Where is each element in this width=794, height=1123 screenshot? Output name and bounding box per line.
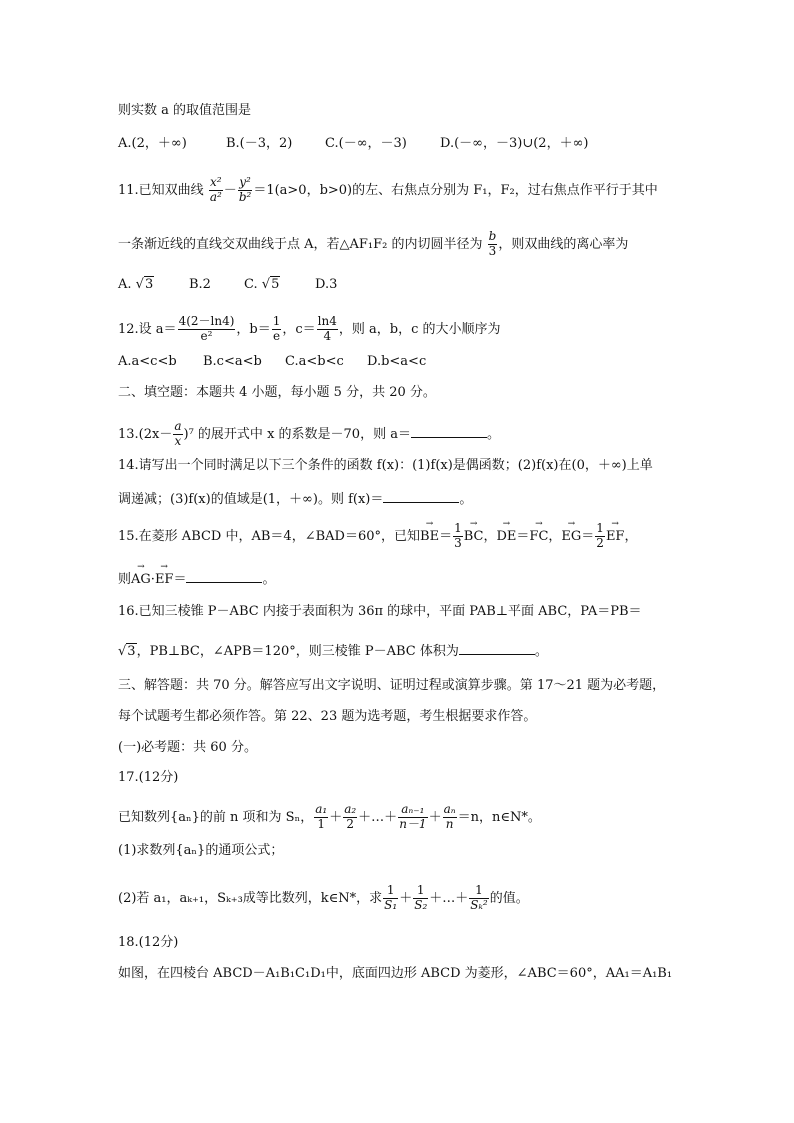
q17-head: 17.(12分) — [118, 770, 179, 785]
q17-post: ＝n，n∈N*。 — [457, 809, 541, 825]
q16-end: 。 — [534, 644, 548, 659]
q10-choices — [118, 137, 588, 150]
answer-blank[interactable] — [411, 425, 487, 438]
sqrt-3: √3 — [118, 644, 136, 659]
vector-de: → DE — [496, 530, 516, 543]
frac-num: y² — [239, 175, 251, 189]
frac-den: 3 — [454, 535, 462, 550]
q11-line2-end: ，则双曲线的离心率为 — [498, 236, 629, 252]
section-2-title: 二、填空题：本题共 4 小题，每小题 5 分，共 20 分。 — [118, 385, 436, 400]
q11-line1 — [118, 176, 658, 205]
section-3-line2: 每个试题考生都必须作答。第 22、23 题为选考题，考生根据要求作答。 — [118, 709, 537, 724]
frac-num: 1 — [272, 314, 281, 328]
sqrt-3: √3 — [135, 277, 154, 292]
section-3-line1: 三、解答题：共 70 分。解答应写出文字说明、证明过程或演算步骤。第 17～21 题为必考题， — [118, 678, 666, 693]
frac-num: a₁ — [315, 802, 328, 816]
q16-line2-text: ，PB⊥BC，∠APB＝120°，则三棱锥 P－ABC 体积为 — [136, 644, 459, 659]
fraction-1-2 — [595, 522, 605, 551]
plus-ellipsis: ＋…＋ — [429, 890, 469, 906]
choice-b: B.c<a<b — [203, 354, 262, 369]
q18-line1: 如图，在四棱台 ABCD－A₁B₁C₁D₁中，底面四边形 ABCD 为菱形，∠ABC＝60°，AA₁＝A₁B₁ — [118, 966, 673, 981]
equals: ＝ — [439, 528, 453, 544]
q13-end: 。 — [486, 426, 500, 442]
radicand: 5 — [271, 277, 280, 292]
fraction-b — [272, 315, 282, 344]
vector-bc: → BC — [464, 530, 484, 543]
choice-a: A.a<c<b — [118, 354, 177, 369]
q17-statement — [118, 803, 541, 832]
q18-head: 18.(12分) — [118, 935, 179, 950]
fraction-a — [178, 315, 236, 344]
q17-part2 — [118, 884, 529, 913]
frac-den: e — [273, 328, 281, 343]
frac-den: 1 — [317, 816, 326, 831]
frac-num: aₙ — [443, 802, 456, 816]
frac-den: a² — [209, 189, 222, 204]
frac-num: 1 — [413, 884, 428, 899]
dot-product: · — [150, 572, 155, 587]
frac-den: S₁ — [384, 897, 398, 912]
q13-prefix: 13.(2x－ — [118, 426, 173, 442]
plus-sign: ＋ — [329, 809, 343, 825]
q12-suffix: ，则 a，b，c 的大小顺序为 — [338, 321, 501, 337]
frac-num: b — [488, 229, 497, 243]
fraction-1-s1 — [383, 884, 398, 913]
frac-den: n－1 — [399, 816, 427, 831]
plus-sign: ＋ — [428, 809, 442, 825]
q11-choices — [118, 278, 337, 291]
q15-line1 — [118, 522, 637, 551]
frac-num: aₙ₋₁ — [401, 802, 425, 816]
frac-num: 1 — [469, 884, 488, 899]
q15-end: 。 — [262, 572, 276, 587]
frac-num: a₂ — [344, 802, 357, 816]
q17-part1: (1)求数列{aₙ}的通项公式； — [118, 843, 284, 858]
fraction-c — [317, 315, 338, 344]
frac-den: 3 — [488, 243, 497, 258]
frac-den: S₂ — [414, 897, 428, 912]
frac-num: 1 — [596, 521, 604, 535]
frac-den: 2 — [596, 535, 604, 550]
q14-line2 — [118, 490, 472, 506]
fraction-1-3 — [453, 522, 463, 551]
separator: ， — [483, 528, 497, 544]
q15-line2 — [118, 570, 275, 586]
b-label: ，b＝ — [236, 321, 271, 337]
intro-line: 则实数 a 的取值范围是 — [118, 103, 252, 118]
frac-num: ln4 — [317, 314, 337, 328]
q14-end: 。 — [459, 492, 473, 507]
vector-be: → BE — [420, 530, 439, 543]
plus-ellipsis: ＋…＋ — [358, 809, 398, 825]
radicand: 3 — [144, 277, 154, 292]
minus-sign: － — [223, 182, 237, 198]
separator: ， — [624, 528, 638, 544]
q17-pre: 已知数列{aₙ}的前 n 项和为 Sₙ， — [118, 809, 314, 825]
q13-suffix: )⁷ 的展开式中 x 的系数是－70，则 a＝ — [183, 426, 411, 442]
frac-den: 4 — [323, 328, 332, 343]
frac-num: x² — [210, 175, 222, 189]
q16-line1: 16.已知三棱锥 P－ABC 内接于表面积为 36π 的球中，平面 PAB⊥平面 ABC，PA＝PB＝ — [118, 604, 642, 619]
frac-den: b² — [238, 189, 252, 204]
answer-blank[interactable] — [383, 490, 459, 503]
vector-eg: → EG — [561, 530, 581, 543]
q15-line2-prefix: 则 — [118, 572, 132, 587]
radicand: 3 — [127, 644, 136, 659]
sqrt-5: √5 — [261, 277, 280, 292]
frac-den: Sₖ² — [470, 897, 488, 912]
frac-num: a — [174, 419, 182, 433]
fraction-an-n — [443, 803, 457, 832]
q11-rest: ＝1(a>0，b>0)的左、右焦点分别为 F₁，F₂，过右焦点作平行于其中 — [253, 182, 658, 198]
choice-b: B.2 — [189, 277, 211, 292]
q14-line2-text: 调递减；(3)f(x)的值域是(1，＋∞)。则 f(x)＝ — [118, 492, 384, 507]
c-label: ，c＝ — [282, 321, 316, 337]
required-title: (一)必考题：共 60 分。 — [118, 740, 257, 755]
choice-c — [244, 278, 315, 291]
q11-prefix: 11.已知双曲线 — [118, 182, 204, 198]
fraction-a-x — [173, 420, 182, 449]
q14-line1: 14.请写出一个同时满足以下三个条件的函数 f(x)：(1)f(x)是偶函数；(2)f(x)在(0，＋∞)上单 — [118, 458, 653, 473]
equals: ＝ — [173, 572, 187, 587]
q16-line2 — [118, 642, 548, 658]
frac-num: 1 — [383, 884, 398, 899]
fraction-a2-2 — [343, 803, 357, 832]
fraction-an1-n1 — [398, 803, 427, 832]
choice-c: C.a<b<c — [285, 354, 344, 369]
choice-label: C. — [244, 277, 258, 292]
fraction-a1-1 — [314, 803, 328, 832]
vector-ef: → EF — [155, 573, 174, 586]
frac-den: 2 — [346, 816, 354, 831]
fraction-b-3 — [488, 230, 498, 259]
q15-prefix: 15.在菱形 ABCD 中，AB＝4，∠BAD＝60°，已知 — [118, 528, 421, 544]
frac-den: n — [445, 816, 454, 831]
q17-part2-pre: (2)若 a₁，aₖ₊₁，Sₖ₊₃成等比数列，k∈N*，求 — [118, 890, 383, 906]
equals: ＝ — [516, 528, 530, 544]
choice-c: C.(－∞，－3) — [325, 136, 407, 151]
choice-label: A. — [118, 277, 132, 292]
equals: ＝ — [581, 528, 595, 544]
choice-d: D.b<a<c — [367, 354, 427, 369]
frac-num: 4(2－ln4) — [178, 314, 235, 328]
q17-part2-post: 的值。 — [489, 890, 529, 906]
q12-choices — [118, 355, 426, 368]
q11-line2 — [118, 230, 628, 259]
choice-d: D.(－∞，－3)∪(2，＋∞) — [440, 136, 589, 151]
choice-a — [118, 278, 189, 291]
fraction-1-sk2 — [469, 884, 488, 913]
fraction-1-s2 — [413, 884, 428, 913]
plus-sign: ＋ — [399, 890, 413, 906]
q13-line — [118, 420, 500, 449]
separator: ， — [548, 528, 562, 544]
q12-line — [118, 315, 500, 344]
q11-line2-text: 一条渐近线的直线交双曲线于点 A，若△AF₁F₂ 的内切圆半径为 — [118, 236, 483, 252]
vector-fc: → FC — [529, 530, 548, 543]
choice-a: A.(2，＋∞) — [118, 136, 187, 151]
frac-den: e² — [200, 328, 213, 343]
choice-b: B.(－3，2) — [226, 136, 293, 151]
choice-d: D.3 — [315, 277, 338, 292]
answer-blank[interactable] — [459, 642, 535, 655]
vector-ef: → EF — [606, 530, 625, 543]
vector-ag: → AG — [131, 573, 151, 586]
answer-blank[interactable] — [186, 570, 262, 583]
fraction-x2-a2 — [209, 176, 223, 205]
frac-num: 1 — [454, 521, 462, 535]
frac-den: x — [174, 433, 182, 448]
q12-prefix: 12.设 a＝ — [118, 321, 177, 337]
fraction-y2-b2 — [238, 176, 253, 205]
